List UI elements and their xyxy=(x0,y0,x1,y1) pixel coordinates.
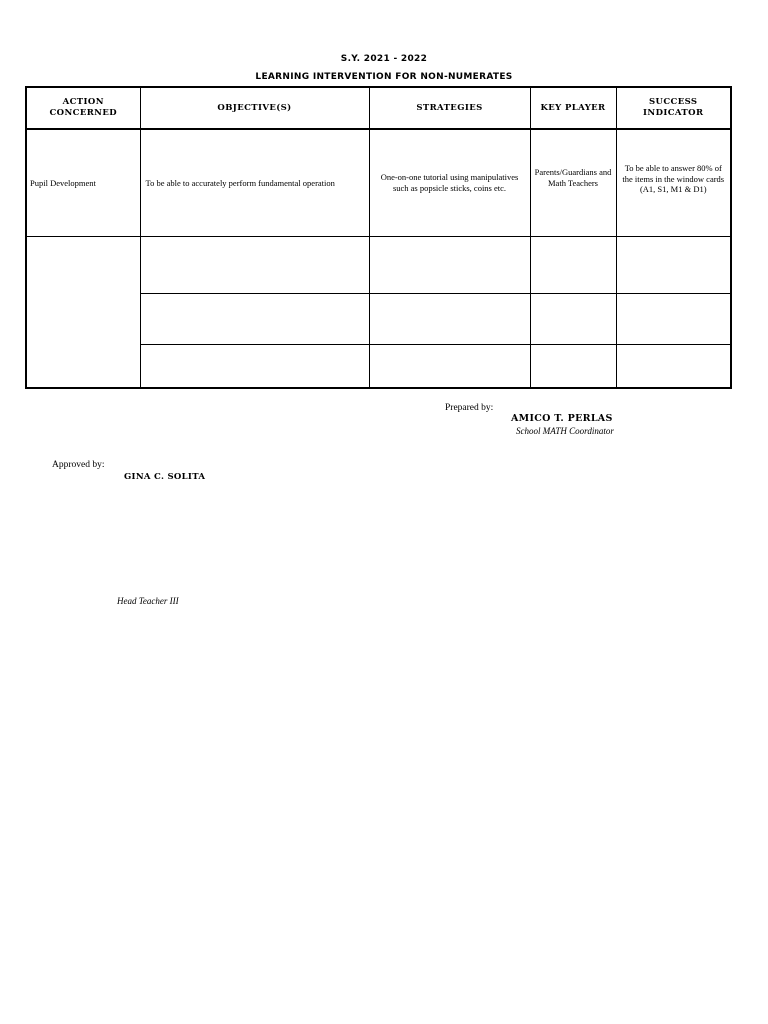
cell-strategies: One-on-one tutorial using manipulatives such as popsicle sticks, coins etc. xyxy=(369,129,530,236)
cell-action: Pupil Development xyxy=(26,129,140,236)
cell-objective: To be able to accurately perform fundamental operation xyxy=(140,129,369,236)
cell-empty xyxy=(530,236,616,293)
cell-empty xyxy=(140,344,369,388)
preparer-role: School MATH Coordinator xyxy=(516,426,614,436)
school-year-heading: S.Y. 2021 - 2022 xyxy=(340,54,428,64)
preparer-name: AMICO T. PERLAS xyxy=(511,413,613,424)
approver-name: GINA C. SOLITA xyxy=(124,472,206,482)
column-header-objectives: OBJECTIVE(S) xyxy=(140,87,369,129)
cell-empty xyxy=(616,344,731,388)
cell-empty xyxy=(369,293,530,344)
table-row xyxy=(26,236,731,293)
approver-role: Head Teacher III xyxy=(117,596,179,606)
cell-empty xyxy=(530,293,616,344)
cell-empty xyxy=(530,344,616,388)
cell-empty xyxy=(616,293,731,344)
cell-empty xyxy=(616,236,731,293)
cell-action-empty xyxy=(26,236,140,388)
column-header-key-player: KEY PLAYER xyxy=(530,87,616,129)
prepared-by-label: Prepared by: xyxy=(445,403,494,413)
column-header-action: ACTION CONCERNED xyxy=(26,87,140,129)
cell-success-indicator: To be able to answer 80% of the items in the window cards (A1, S1, M1 & D1) xyxy=(616,129,731,236)
table-header-row xyxy=(26,87,731,129)
cell-empty xyxy=(140,293,369,344)
document-title: LEARNING INTERVENTION FOR NON-NUMERATES xyxy=(255,72,513,82)
intervention-table xyxy=(25,86,732,389)
cell-empty xyxy=(369,236,530,293)
cell-empty xyxy=(140,236,369,293)
approved-by-label: Approved by: xyxy=(52,460,105,470)
cell-empty xyxy=(369,344,530,388)
column-header-success-indicator: SUCCESS INDICATOR xyxy=(616,87,731,129)
table-row xyxy=(26,129,731,236)
cell-key-player: Parents/Guardians and Math Teachers xyxy=(530,129,616,236)
column-header-strategies: STRATEGIES xyxy=(369,87,530,129)
